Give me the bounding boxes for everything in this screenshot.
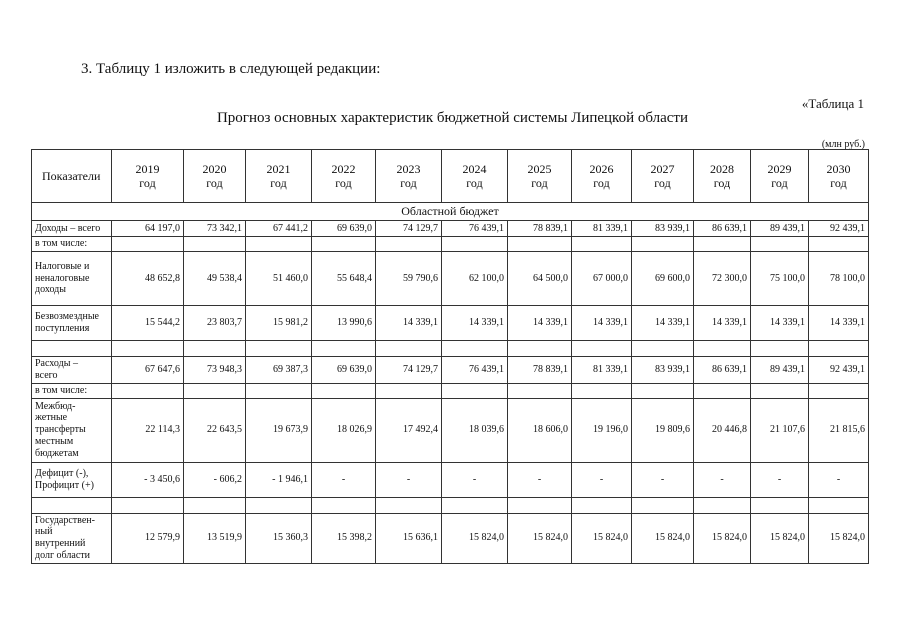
row-transfers [32,398,869,462]
row-label: в том числе: [32,383,112,398]
value-cell-2021: 51 460,0 [246,252,312,306]
value-cell-2019: 22 114,3 [112,398,184,462]
document-title: Прогноз основных характеристик бюджетной системы Липецкой области [216,110,689,126]
row-label: Государствен- ный внутренний долг области [32,513,112,563]
value-cell-2028: 86 639,1 [694,221,751,237]
row-expenses [32,357,869,384]
empty-cell [32,341,112,357]
value-cell-2028: 86 639,1 [694,357,751,384]
empty-cell [751,383,809,398]
empty-cell [312,341,376,357]
empty-cell [572,497,632,513]
value-cell-2029: - [751,462,809,497]
header-year-2020: 2020 год [184,150,246,203]
value-cell-2022: 69 639,0 [312,357,376,384]
value-cell-2025: 15 824,0 [508,513,572,563]
header-row [32,150,869,203]
value-cell-2024: 76 439,1 [442,221,508,237]
empty-cell [246,383,312,398]
header-year-2026: 2026 год [572,150,632,203]
empty-cell [508,383,572,398]
value-cell-2029: 14 339,1 [751,306,809,341]
header-indicators: Показатели [32,150,112,203]
value-cell-2020: 22 643,5 [184,398,246,462]
header-year-2029: 2029 год [751,150,809,203]
value-cell-2029: 89 439,1 [751,357,809,384]
value-cell-2025: 14 339,1 [508,306,572,341]
value-cell-2020: 73 342,1 [184,221,246,237]
empty-cell [112,237,184,252]
value-cell-2027: 15 824,0 [632,513,694,563]
value-cell-2026: 15 824,0 [572,513,632,563]
value-cell-2027: 83 939,1 [632,357,694,384]
value-cell-2026: 14 339,1 [572,306,632,341]
value-cell-2024: 18 039,6 [442,398,508,462]
value-cell-2026: 81 339,1 [572,357,632,384]
empty-cell [809,341,869,357]
empty-cell [312,383,376,398]
empty-cell [246,497,312,513]
value-cell-2020: 73 948,3 [184,357,246,384]
empty-cell [376,383,442,398]
row-grants [32,306,869,341]
header-year-2027: 2027 год [632,150,694,203]
value-cell-2022: 18 026,9 [312,398,376,462]
row-income [32,221,869,237]
value-cell-2020: 23 803,7 [184,306,246,341]
value-cell-2020: 49 538,4 [184,252,246,306]
empty-cell [376,237,442,252]
empty-cell [112,497,184,513]
value-cell-2023: 74 129,7 [376,221,442,237]
row-income-incl [32,237,869,252]
value-cell-2028: - [694,462,751,497]
value-cell-2020: - 606,2 [184,462,246,497]
empty-cell [246,237,312,252]
blank-row-0 [32,341,869,357]
empty-cell [508,341,572,357]
empty-cell [246,341,312,357]
value-cell-2020: 13 519,9 [184,513,246,563]
empty-cell [376,497,442,513]
value-cell-2028: 20 446,8 [694,398,751,462]
value-cell-2028: 14 339,1 [694,306,751,341]
empty-cell [442,383,508,398]
empty-cell [442,237,508,252]
empty-cell [572,341,632,357]
header-year-2023: 2023 год [376,150,442,203]
row-label: Доходы – всего [32,221,112,237]
empty-cell [694,383,751,398]
value-cell-2022: 13 990,6 [312,306,376,341]
value-cell-2022: - [312,462,376,497]
row-deficit [32,462,869,497]
value-cell-2030: 15 824,0 [809,513,869,563]
value-cell-2022: 55 648,4 [312,252,376,306]
blank-row-1 [32,497,869,513]
value-cell-2024: 76 439,1 [442,357,508,384]
empty-cell [572,383,632,398]
empty-cell [632,341,694,357]
value-cell-2019: 48 652,8 [112,252,184,306]
empty-cell [694,237,751,252]
row-label: Межбюд- жетные трансферты местным бюджетам [32,398,112,462]
section-row [32,203,869,221]
value-cell-2019: 67 647,6 [112,357,184,384]
header-year-2022: 2022 год [312,150,376,203]
empty-cell [694,341,751,357]
value-cell-2026: 81 339,1 [572,221,632,237]
value-cell-2025: 78 839,1 [508,357,572,384]
value-cell-2030: 92 439,1 [809,357,869,384]
empty-cell [751,497,809,513]
value-cell-2021: 67 441,2 [246,221,312,237]
value-cell-2021: 69 387,3 [246,357,312,384]
row-label: Расходы – всего [32,357,112,384]
header-year-2021: 2021 год [246,150,312,203]
empty-cell [376,341,442,357]
row-label: в том числе: [32,237,112,252]
value-cell-2030: 21 815,6 [809,398,869,462]
empty-cell [312,237,376,252]
value-cell-2019: 64 197,0 [112,221,184,237]
empty-cell [572,237,632,252]
empty-cell [751,237,809,252]
row-label: Дефицит (-), Профицит (+) [32,462,112,497]
value-cell-2025: 64 500,0 [508,252,572,306]
table-number-label: «Таблица 1 [801,96,864,111]
header-year-2025: 2025 год [508,150,572,203]
value-cell-2023: - [376,462,442,497]
value-cell-2022: 15 398,2 [312,513,376,563]
empty-cell [508,497,572,513]
value-cell-2024: 62 100,0 [442,252,508,306]
empty-cell [184,383,246,398]
row-debt [32,513,869,563]
value-cell-2024: - [442,462,508,497]
value-cell-2024: 15 824,0 [442,513,508,563]
value-cell-2021: 15 360,3 [246,513,312,563]
value-cell-2029: 21 107,6 [751,398,809,462]
value-cell-2021: 19 673,9 [246,398,312,462]
value-cell-2024: 14 339,1 [442,306,508,341]
section-title: Областной бюджет [32,203,869,221]
empty-cell [184,341,246,357]
value-cell-2019: 15 544,2 [112,306,184,341]
value-cell-2028: 15 824,0 [694,513,751,563]
value-cell-2023: 14 339,1 [376,306,442,341]
empty-cell [809,237,869,252]
value-cell-2030: 92 439,1 [809,221,869,237]
value-cell-2021: 15 981,2 [246,306,312,341]
value-cell-2019: 12 579,9 [112,513,184,563]
empty-cell [442,497,508,513]
units-label: (млн руб.) [821,139,865,150]
value-cell-2026: - [572,462,632,497]
value-cell-2025: 78 839,1 [508,221,572,237]
row-expenses-incl [32,383,869,398]
value-cell-2023: 59 790,6 [376,252,442,306]
value-cell-2022: 69 639,0 [312,221,376,237]
empty-cell [809,497,869,513]
value-cell-2019: - 3 450,6 [112,462,184,497]
value-cell-2029: 89 439,1 [751,221,809,237]
value-cell-2030: 14 339,1 [809,306,869,341]
empty-cell [184,497,246,513]
value-cell-2029: 75 100,0 [751,252,809,306]
intro-text: 3. Таблицу 1 изложить в следующей редакции: [81,61,381,77]
budget-forecast-table [31,149,869,564]
row-label: Безвозмездные поступления [32,306,112,341]
value-cell-2028: 72 300,0 [694,252,751,306]
empty-cell [632,497,694,513]
value-cell-2021: - 1 946,1 [246,462,312,497]
value-cell-2027: 14 339,1 [632,306,694,341]
value-cell-2023: 17 492,4 [376,398,442,462]
empty-cell [442,341,508,357]
value-cell-2027: 83 939,1 [632,221,694,237]
empty-cell [112,383,184,398]
value-cell-2025: - [508,462,572,497]
empty-cell [809,383,869,398]
value-cell-2029: 15 824,0 [751,513,809,563]
empty-cell [632,237,694,252]
value-cell-2023: 74 129,7 [376,357,442,384]
value-cell-2027: - [632,462,694,497]
empty-cell [32,497,112,513]
empty-cell [312,497,376,513]
empty-cell [694,497,751,513]
value-cell-2030: 78 100,0 [809,252,869,306]
value-cell-2027: 19 809,6 [632,398,694,462]
empty-cell [184,237,246,252]
empty-cell [632,383,694,398]
value-cell-2027: 69 600,0 [632,252,694,306]
empty-cell [751,341,809,357]
row-label: Налоговые и неналоговые доходы [32,252,112,306]
value-cell-2030: - [809,462,869,497]
header-year-2024: 2024 год [442,150,508,203]
row-tax [32,252,869,306]
header-year-2030: 2030 год [809,150,869,203]
value-cell-2025: 18 606,0 [508,398,572,462]
value-cell-2026: 67 000,0 [572,252,632,306]
empty-cell [112,341,184,357]
empty-cell [508,237,572,252]
value-cell-2023: 15 636,1 [376,513,442,563]
header-year-2019: 2019 год [112,150,184,203]
value-cell-2026: 19 196,0 [572,398,632,462]
header-year-2028: 2028 год [694,150,751,203]
